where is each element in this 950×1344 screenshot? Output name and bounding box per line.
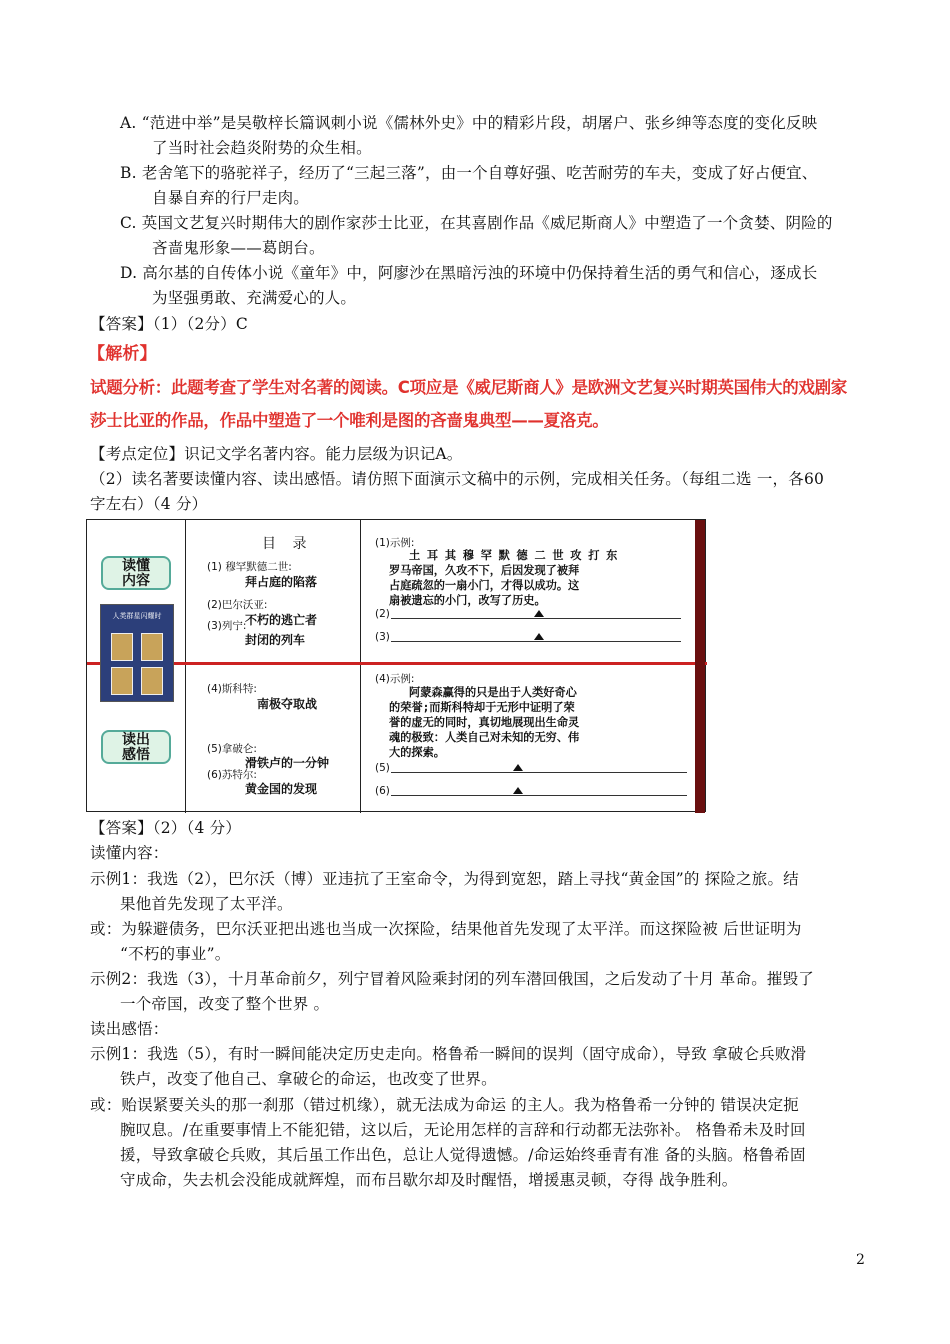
pill-text: 读出 (122, 732, 150, 748)
example4-line: 大的探索。 (389, 746, 445, 759)
book-title: 人类群星闪耀时 (112, 612, 162, 620)
option-a-line1: A. “范进中举”是吴敬梓长篇讽刺小说《儒林外史》中的精彩片段，胡屠户、张乡绅等态度的变化反映 (120, 114, 818, 132)
toc-title-item: 封闭的列车 (245, 633, 306, 647)
divider (360, 520, 361, 813)
analysis-heading: 【解析】 (88, 344, 157, 364)
pill-read-content (101, 556, 171, 590)
question2-stem-line2: 字左右）（4 分） (90, 495, 208, 513)
example1-line: 土 耳 其 穆 罕 默 德 二 世 攻 打 东 (409, 549, 618, 562)
or2-line3: 援，导致拿破仑兵败，其后虽工作出色，总让人觉得遗憾。/命运始终垂青有准 备的头脑。格鲁希固 (120, 1146, 806, 1164)
answer-1: 【答案】（1）（2分）C (90, 315, 248, 333)
toc-title-item: 黄金国的发现 (245, 782, 318, 796)
option-c-line1: C. 英国文艺复兴时期伟大的剧作家莎士比亚，在其喜剧作品《威尼斯商人》中塑造了一个贪婪、阴险的 (120, 214, 833, 232)
example2-line2: 一个帝国，改变了整个世界 。 (120, 995, 330, 1013)
portrait (141, 633, 163, 661)
option-a-line2: 了当时社会趋炎附势的众生相。 (152, 139, 372, 157)
example4-line: 魂的极致：人类自己对未知的无穷、伟 (389, 731, 580, 744)
toc-label: (6)苏特尔: (207, 769, 257, 781)
pill-text: 读懂 (122, 558, 150, 574)
option-d-line1: D. 高尔基的自传体小说《童年》中，阿廖沙在黑暗污浊的环境中仍保持着生活的勇气和信心，逐成长 (120, 264, 818, 282)
or2-line2: 腕叹息。/在重要事情上不能犯错，这以后，无论用怎样的言辞和行动都无法弥补。 格鲁希未及时回 (120, 1121, 806, 1139)
option-b-line2: 自暴自弃的行尸走肉。 (152, 189, 310, 207)
analysis-line1: 试题分析：此题考查了学生对名著的阅读。C项应是《威尼斯商人》是欧洲文艺复兴时期英国伟大的戏剧家 (90, 378, 848, 397)
blank-2-label: (2) (375, 608, 390, 620)
slide-edge (695, 520, 705, 813)
toc-label: (4)斯科特: (207, 683, 257, 695)
pill-read-feel (101, 730, 171, 764)
triangle-marker-icon (534, 633, 544, 640)
read-feel-heading: 读出感悟： (90, 1020, 169, 1038)
blank-line (391, 795, 687, 796)
blank-line (391, 618, 681, 619)
example4-label: (4)示例: (375, 673, 415, 685)
example4-line: 誉的虚无的同时，真切地展现出生命灵 (389, 716, 580, 729)
blank-6-label: (6) (375, 785, 390, 797)
example4-line: 的荣誉;而斯科特却于无形中证明了荣 (389, 701, 575, 714)
option-d-line2: 为坚强勇敢、充满爱心的人。 (152, 289, 357, 307)
page-number: 2 (856, 1252, 865, 1268)
toc-title-item: 不朽的逃亡者 (245, 613, 318, 627)
divider (87, 662, 707, 665)
blank-5-label: (5) (375, 762, 390, 774)
toc-label: (5)拿破仑: (207, 743, 257, 755)
or2-line1: 或：贻误紧要关头的那一刹那（错过机缘），就无法成为命运 的主人。我为格鲁希一分钟的 错误决定扼 (90, 1096, 800, 1114)
read-content-heading: 读懂内容： (90, 844, 169, 862)
toc-title: 目 录 (262, 536, 313, 552)
toc-label: (2)巴尔沃亚: (207, 599, 268, 611)
toc-label: (3)列宁: (207, 620, 247, 632)
option-b-line1: B. 老舍笔下的骆驼祥子，经历了“三起三落”，由一个自尊好强、吃苦耐劳的车夫，变成了好占便宜、 (120, 164, 818, 182)
portrait (111, 667, 133, 695)
book-cover-image (100, 604, 174, 702)
pill-text: 感悟 (122, 747, 150, 763)
option-c-line2: 吝啬鬼形象——葛朗台。 (152, 239, 325, 257)
example1-line: 占庭疏忽的一扇小门，才得以成功。这 (389, 579, 580, 592)
example1-line: 罗马帝国，久攻不下，后因发现了被拜 (389, 564, 580, 577)
example1-label: (1)示例: (375, 537, 415, 549)
example3-line1: 示例1：我选（5），有时一瞬间能决定历史走向。格鲁希一瞬间的误判（固守成命），导致 拿破仑兵败滑 (90, 1045, 807, 1063)
blank-line (391, 641, 681, 642)
toc-title-item: 南极夺取战 (257, 697, 318, 711)
blank-line (391, 772, 687, 773)
or1-line2: “不朽的事业”。 (120, 945, 231, 963)
toc-title-item: 滑铁卢的一分钟 (245, 756, 330, 770)
portrait (141, 667, 163, 695)
question2-stem-line1: （2）读名著要读懂内容、读出感悟。请仿照下面演示文稿中的示例，完成相关任务。（每组二选 一，各60 (90, 470, 825, 488)
example4-line: 阿蒙森赢得的只是出于人类好奇心 (409, 686, 577, 699)
triangle-marker-icon (513, 764, 523, 771)
example1-line2: 果他首先发现了太平洋。 (120, 895, 293, 913)
analysis-line2: 莎士比亚的作品，作品中塑造了一个唯利是图的吝啬鬼典型——夏洛克。 (90, 411, 609, 430)
triangle-marker-icon (534, 610, 544, 617)
answer-2: 【答案】（2）（4 分） (90, 819, 242, 837)
portrait (111, 633, 133, 661)
or2-line4: 守成命，失去机会没能成就辉煌，而布吕歇尔却及时醒悟，增援惠灵顿，夺得 战争胜利。 (120, 1171, 738, 1189)
blank-3-label: (3) (375, 631, 390, 643)
example1-line1: 示例1：我选（2），巴尔沃（博）亚违抗了王室命令，为得到宽恕，踏上寻找“黄金国”的 探险之旅。结 (90, 870, 799, 888)
example2-line1: 示例2：我选（3），十月革命前夕，列宁冒着风险乘封闭的列车潜回俄国，之后发动了十月 革命。摧毁了 (90, 970, 815, 988)
example3-line2: 铁卢，改变了他自己、拿破仑的命运，也改变了世界。 (120, 1070, 497, 1088)
example1-line: 扇被遗忘的小门，改写了历史。 (389, 594, 546, 607)
or1-line1: 或：为躲避债务，巴尔沃亚把出逃也当成一次探险，结果他首先发现了太平洋。而这探险被 后世证明为 (90, 920, 802, 938)
divider (185, 520, 186, 813)
toc-label: (1) 穆罕默德二世: (207, 561, 292, 573)
toc-title-item: 拜占庭的陷落 (245, 575, 318, 589)
pill-text: 内容 (122, 573, 150, 589)
triangle-marker-icon (513, 787, 523, 794)
kaodian: 【考点定位】识记文学名著内容。能力层级为识记A。 (90, 445, 463, 463)
slide-diagram (86, 519, 706, 812)
